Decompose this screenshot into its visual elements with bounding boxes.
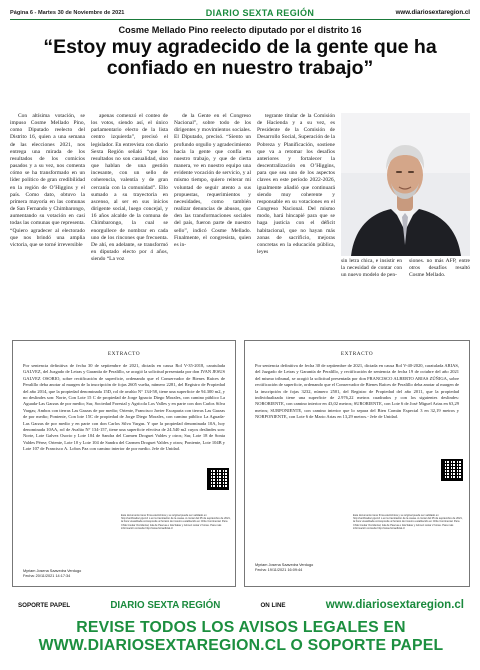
legal-notices-promo [12, 596, 470, 664]
article-column-5b: siones. no más AFP, entre otros desafíos resaltó Cosme Mellado. [409, 258, 470, 279]
article-column-2: apenas comenzó el conteo de los votos, siendo así, el único parlamentario electo de la lista centro izquierda”, precisó el legislador. En entrevista con diario Sexta Región señaló “que los resultados no son casualidad, sino que hablan de una gestión incesante, con un sello de coherencia, valentía y de gran cercanía con la comunidad”. Ello sumado a su trayectoria en ascenso, al ser en sus inicios dirigente social, luego concejal, y 16 años alcalde de la comuna de Chimbarongo, la cual se enorgullece de nombrar en cada uno de los rincones que frecuenta. De ahí, en adelante, se transformó en diputado electo por 4 años, siendo “La voz [91, 113, 168, 263]
notice-title: EXTRACTO [340, 351, 374, 357]
promo-support-label: SOPORTE PAPEL [18, 601, 71, 609]
promo-line-1: REVISE TODOS LOS AVISOS LEGALES EN [76, 619, 406, 636]
promo-online-label: ON LINE [260, 601, 286, 609]
article-column-5a: sin letra chica, e insistir en la necesidad de contar con un nuevo modelo de pen- [341, 258, 402, 279]
qr-code-icon [207, 468, 229, 490]
portrait-illustration [341, 113, 470, 256]
promo-top-row [12, 596, 470, 614]
notice-signature: Myriam Josena Saavedra Verdugo Fecha: 19/11/2021 16:09:44 [255, 563, 314, 572]
page-number-date: Página 6 - Martes 30 de Noviembre de 2021 [10, 9, 125, 16]
article-column-3: de la Gente en el Congreso Nacional”, sobre todo de los dirigentes y movimientos sociales. El Diputado, precisó. “Siento un profundo orgullo y agradecimiento hacia la gente que confía en nuestro trabajo, y que de cierta manera, ve en nuestro equipo una evidente vocación de servicio, y al mismo tiempo, quiero reiterar mi voluntad de seguir atento a sus propuestas, requerimientos y necesidades, como también realizar denuncias de abusos, que den las transformaciones sociales del país, fueron parte de nuestro sello”, indicó Cosme Mellado. Finalmente, el congresista, quien es in- [174, 113, 251, 248]
article-kicker: Cosme Mellado Pino reelecto diputado por el distrito 16 [118, 25, 362, 35]
article-column-5-text [341, 258, 470, 279]
deputy-portrait-photo [341, 113, 470, 256]
newspaper-brand: DIARIO SEXTA REGIÓN [205, 7, 315, 18]
notice-body: Por sentencia definitiva de fecha 30 de septiembre de 2021, dictada en causa Rol V-35-2018, caratulada GALVEZ, del Juzgado de Letras y Garantía de Peralillo, se acogió la solicitud presentada por don IVAN JESUS GALVEZ OSORIO, sobre rectificación de superficie, ordenando que el Conservador de Bienes Raíces de Peralillo deba anotar al margen de la inscripción de fojas 2605 vuelta, número 2281, del Registro de Propiedad del año 2014, que la propiedad denominada 15D, rol de avalúo N° 134-58, tiene una superficie de 94.300 m2, y no deslindes son: Norte, Con Lote 15 C de propiedad de Jorge Ignacio Diego Morales, con camino público La Aguada-Las Garzas de por medio; Sur, Sociedad Forestal y Agrícola Los Valles y en parte con don Carlos Silva Vargas; Ambos con tierras Las Garzas de por medio; Oriente, Francisco Javier Escaparia con tierras Las Garzas de por medio; Poniente, Con lote 15C de propiedad de Jorge Diego Morales, con camino público La Aguada-Las Garzas de por medio y en parte con don Carlos Silva Vargas. Y que la propiedad denominada 10A, hoy denominada 10AA, rol de Avalúo N° 134-157, tiene una superficie efectiva de 24.540 m2 cuyos deslindes son: Norte, Lote Galvez Osorio y Lote 104 de Sandra del Carmen Droguet Valdes y otros; Sur, Lote 18 de Sonia Valdes Pérez; Oriente, Lote 10 y Lote 104 de Sandra del Carmen Droguet Valdes y otros; Poniente, Lote 104B y Lote 107 de Francisco A. Lobos Paz con camino interior de por medio. Jefe de Unidad. [23, 363, 225, 452]
article-headline: “Estoy muy agradecido de la gente que ha confiado en nuestro trabajo” [43, 36, 437, 79]
newspaper-website[interactable]: www.diariosextaregion.cl [395, 9, 470, 16]
article-column-4: tegrante titular de la Comisión de Hacienda y a su vez, es Presidente de la Comisión de Desarrollo Social, Superación de la Pobreza y Planificación, sostiene que va a retomar los desafíos anteriores y fortalecer la descentralización en O’Higgins, para que sea uno de los aspectos claves en este período 2022-2026, igualmente añadió que continuará siendo muy coherente y responsable en su votaciones en el Congreso Nacional. Del mismo modo, hará hincapié para que se haga justicia con el déficit habitacional, que no hayan más zonas de sacrificio, mejoras concretas en la educación pública, leyes [257, 113, 335, 255]
legal-notice-1 [12, 340, 236, 587]
qr-code-icon [441, 459, 463, 481]
notice-validation-text: Este documento tiene firma electrónica y su original puede ser validado en http://verificadoc.pjud.cl o en la tramitación de la causa. A contar del 05 de septiembre de 2021, la hora visualizada corresponde al horario de invierno establecido en Chile Continental. Para Chile Insular Occidental, Isla de Pascua e Isla Salas y Gómez restar 2 horas. Para más información consulte http://www.horaoficial.cl [353, 514, 463, 530]
notice-title: EXTRACTO [107, 351, 141, 357]
promo-brand: DIARIO SEXTA REGIÓN [110, 599, 221, 611]
promo-line-2: WWW.DIARIOSEXTAREGION.CL O SOPORTE PAPEL [38, 637, 444, 654]
article-body [10, 113, 470, 333]
notice-body: Por sentencia definitiva de fecha 30 de septiembre de 2021, dictada en causa Rol V-40-2020, caratulada ARIAS, del Juzgado de Letras y Garantía de Peralillo, y rectificación de sentencia de fecha 19 de octubre del año 2021 del mismo tribunal, se acogió la solicitud presentada por don FRANCISCO ALBERTO ARIAS ZÚÑIGA, sobre rectificación de superficie, ordenando que el Conservador de Bienes Raíces de Peralillo deba anotar al margen de la inscripción de fojas 3232, número 2501, del Registro de Propiedad del año 2011, que la propiedad individualizada tiene una superficie de 2.976,22 metros cuadrados y con los siguientes deslindes: NORORIENTE, con camino interior en 43,02 metros; SURORIENTE, con Lote 6 de José Miguel Arias en 63,29 metros; SURPONIENTE, con camino interior que lo separa del Bien Común Especial 3 en 32,19 metros y NORPONIENTE, con Lote 6 de Mario Arias en 13,29 metros.- Jefe de Unidad. [255, 363, 459, 420]
article-column-1: Con altísima votación, se impuso Cosme Mellado Pino, como Diputado reelecto del Distrito 16, quien a una semana de las elecciones 2021, nos entrega una mirada de los resultados de los comicios pasados y a su vez, nos comenta cómo se ha transformado en un líder político de gran credibilidad en la región de O’Higgins y el país. Como dato, obtuvo la primera mayoría en las comunas de San Fernando y Chimbarongo, aumentando su votación en casi todas las comunas que representa. “Quiero agradecer al electorado que nos brindó una amplia victoria, que se torné irreversible [10, 113, 85, 248]
notice-validation-text: Este documento tiene firma electrónica y su original puede ser validado en http://verificadoc.pjud.cl o en la tramitación de la causa. A contar del 05 de septiembre de 2021, la hora visualizada corresponde al horario de invierno establecido en Chile Continental. Para Chile Insular Occidental, Isla de Pascua e Isla Salas y Gómez restar 2 horas. Para más información consulte http://www.horaoficial.cl [121, 514, 231, 530]
legal-notice-2 [244, 340, 470, 587]
promo-website-link[interactable]: www.diariosextaregion.cl [325, 599, 464, 611]
page-header [10, 6, 470, 20]
notice-signature: Myriam Josena Saavedra Verdugo Fecha: 20/11/2021 14:17:34 [23, 569, 82, 578]
